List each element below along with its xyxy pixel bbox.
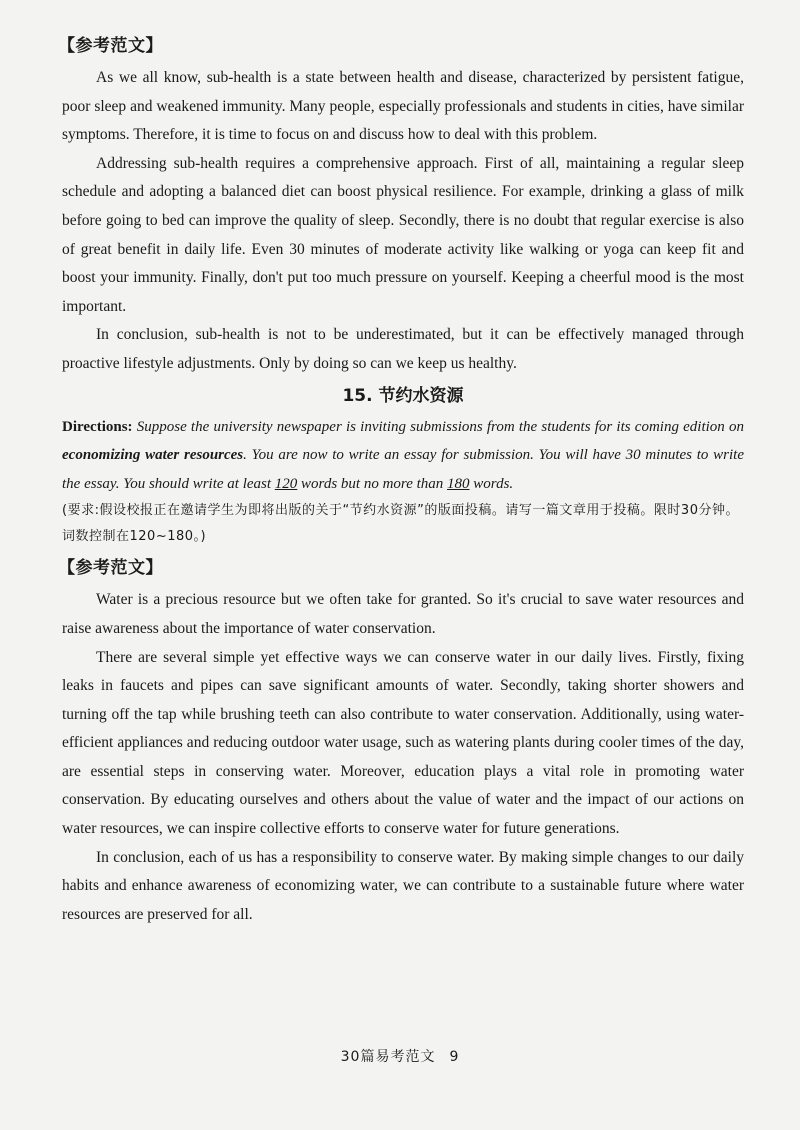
- topic-title: 15. 节约水资源: [342, 385, 464, 406]
- page-number: 9: [449, 1049, 460, 1065]
- directions-text-1: Suppose the university newspaper is inviting submissions from the students for its coming edition on: [132, 418, 744, 435]
- directions-text-3: words but no more than: [297, 475, 448, 492]
- essay2-paragraph-2: There are several simple yet effective ways we can conserve water in our daily lives. Firstly, fixing leaks in faucets and pipes can save significant amounts of water. Secondly, taking shorter showers and turning off the tap while brushing teeth can also contribute to water conservation. Additionally, using water-efficient appliances and reducing outdoor water usage, such as watering plants during cooler times of the day, are essential steps in conserving water. Moreover, education plays a vital role in promoting water conservation. By educating ourselves and others about the value of water and the impact of our actions on water resources, we can inspire collective efforts to conserve water for future generations.: [62, 648, 744, 838]
- essay1-paragraph-2: Addressing sub-health requires a comprehensive approach. First of all, maintaining a regular sleep schedule and adopting a balanced diet can boost physical resilience. For example, drinking a glass of milk before going to bed can improve the quality of sleep. Secondly, there is no doubt that regular exercise is also of great benefit in daily life. Even 30 minutes of moderate activity like walking or yoga can keep fit and boost your immunity. Finally, don't put too much pressure on yourself. Keeping a cheerful mood is the most important.: [62, 154, 744, 315]
- directions-topic-bold: economizing water resources: [62, 447, 244, 464]
- directions-text-4: words.: [469, 475, 514, 492]
- essay2-paragraph-1: Water is a precious resource but we often take for granted. So it's crucial to save water resources and raise awareness about the importance of water conservation.: [62, 591, 744, 637]
- requirement-chinese: (要求:假设校报正在邀请学生为即将出版的关于“节约水资源”的版面投稿。请写一篇文章用于投稿。限时30分钟。词数控制在120~180。): [62, 503, 739, 545]
- essay1-paragraph-1: As we all know, sub-health is a state between health and disease, characterized by persistent fatigue, poor sleep and weakened immunity. Many people, especially professionals and students in cities, have similar symptoms. Therefore, it is time to focus on and discuss how to deal with this problem.: [62, 69, 744, 144]
- directions-label: Directions:: [62, 418, 133, 435]
- essay2-paragraph-3: In conclusion, each of us has a responsibility to conserve water. By making simple changes to our daily habits and enhance awareness of economizing water, we can contribute to a sustainable future where water resources are preserved for all.: [62, 848, 744, 923]
- reference-essay-heading-2: 【参考范文】: [58, 558, 163, 579]
- directions-text-2: . You are now to write an essay for submission. You will have 30 minutes to write the essay. You should write at least: [62, 447, 744, 492]
- directions: [62, 413, 744, 499]
- min-words: 120: [274, 475, 298, 492]
- page-footer: [0, 1046, 800, 1066]
- essay1-paragraph-3: In conclusion, sub-health is not to be underestimated, but it can be effectively managed through proactive lifestyle adjustments. Only by doing so can we keep us healthy.: [62, 326, 744, 372]
- reference-essay-heading-1: 【参考范文】: [58, 36, 163, 56]
- book-title: 30篇易考范文: [340, 1049, 436, 1065]
- max-words: 180: [447, 475, 470, 492]
